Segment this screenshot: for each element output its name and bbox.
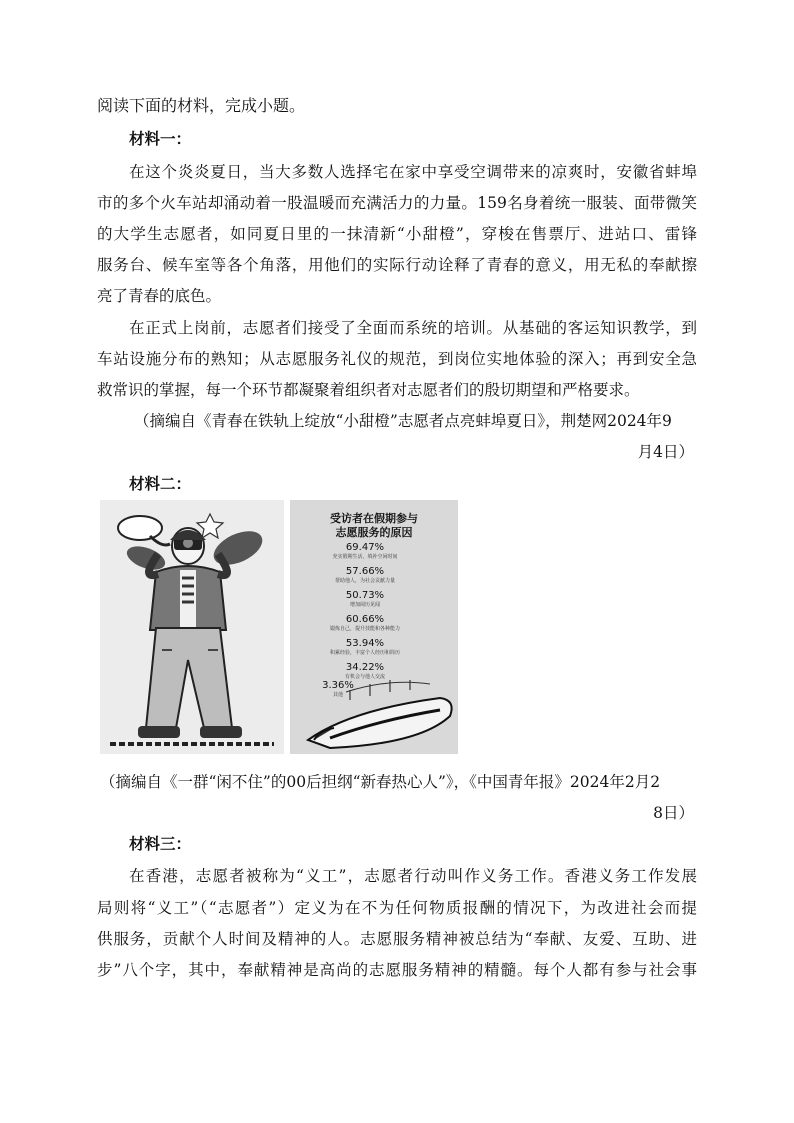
- m1-source-line-2: 月4日）: [637, 443, 694, 461]
- survey-stat-6-label: 有机会与他人交流: [344, 674, 385, 680]
- m1-p1-line-5: 亮了青春的底色。: [97, 287, 222, 305]
- survey-stat-3: [290, 590, 440, 609]
- survey-stat-7-label: 其他: [332, 692, 343, 698]
- m3-line-2: 局则将“义工”（“志愿者”）定义为在不为任何物质报酬的情况下，为改进社会而提: [97, 899, 697, 917]
- survey-stat-4-label: 锻炼自己，提升技能和各种能力: [329, 626, 400, 632]
- m1-p1-line-3: 的大学生志愿者，如同夏日里的一抹清新“小甜橙”，穿梭在售票厅、进站口、雷锋: [97, 225, 697, 243]
- m3-line-1: 在香港，志愿者被称为“义工”，志愿者行动叫作义务工作。香港义务工作发展: [129, 867, 697, 885]
- m3-line-3: 供服务，贡献个人时间及精神的人。志愿服务精神被总结为“奉献、友爱、互助、进: [97, 930, 697, 948]
- m1-source-line-1: （摘编自《青春在铁轨上绽放“小甜橙”志愿者点亮蚌埠夏日》，荆楚网2024年9: [134, 412, 672, 430]
- volunteer-illustration: [100, 500, 284, 754]
- survey-stat-3-label: 增加阅历见闻: [349, 602, 380, 608]
- survey-stat-1: [290, 542, 440, 561]
- m2-source-line-1: （摘编自《一群“闲不住”的00后担纲“新春热心人”》，《中国青年报》2024年2月2: [100, 773, 661, 791]
- m1-p1-line-4: 服务台、候车室等各个角落，用他们的实际行动诠释了青春的意义，用无私的奉献擦: [97, 256, 697, 274]
- material-1-heading: 材料一：: [129, 130, 192, 148]
- volunteer-figure-icon: [100, 500, 284, 754]
- m1-p2-line-1: 在正式上岗前，志愿者们接受了全面而系统的培训。从基础的客运知识教学，到: [129, 319, 697, 337]
- survey-stat-5-label: 积累经验，丰富个人经历和简历: [329, 650, 400, 656]
- survey-stat-4: [290, 614, 440, 633]
- survey-stat-1-label: 充实假期生活，填补空闲时间: [332, 554, 398, 560]
- material-3-heading: 材料三：: [129, 835, 192, 853]
- m1-p1-line-2: 市的多个火车站却涌动着一股温暖而充满活力的力量。159名身着统一服装、面带微笑: [97, 194, 697, 212]
- survey-stat-6-pct: 34.22%: [345, 662, 385, 673]
- intro-instruction: 阅读下面的材料，完成小题。: [97, 96, 306, 115]
- m1-p2-line-3: 救常识的掌握，每一个环节都凝聚着组织者对志愿者们的殷切期望和严格要求。: [97, 381, 640, 399]
- survey-stat-1-pct: 69.47%: [345, 542, 385, 553]
- material-2-figure: [100, 500, 458, 754]
- survey-stat-7-pct: 3.36%: [322, 680, 354, 691]
- survey-stat-5-pct: 53.94%: [345, 638, 385, 649]
- m3-line-4: 步”八个字，其中，奉献精神是高尚的志愿服务精神的精髓。每个人都有参与社会事: [97, 961, 697, 979]
- train-icon: [290, 670, 458, 754]
- survey-title-line-2: 志愿服务的原因: [335, 526, 413, 539]
- m1-p1-line-1: 在这个炎炎夏日，当大多数人选择宅在家中享受空调带来的凉爽时，安徽省蚌埠: [129, 163, 697, 181]
- survey-stat-5: [290, 638, 440, 657]
- survey-title-line-1: 受访者在假期参与: [330, 512, 418, 525]
- survey-stat-2-pct: 57.66%: [345, 566, 385, 577]
- survey-panel: [290, 500, 458, 754]
- material-2-heading: 材料二：: [129, 475, 192, 493]
- m1-p2-line-2: 车站设施分布的熟知；从志愿服务礼仪的规范，到岗位实地体验的深入；再到安全急: [97, 350, 697, 368]
- survey-stat-2-label: 帮助他人，为社会贡献力量: [334, 578, 395, 584]
- survey-stat-4-pct: 60.66%: [345, 614, 385, 625]
- survey-stat-3-pct: 50.73%: [345, 590, 385, 601]
- survey-panel-title: [290, 512, 458, 540]
- survey-stat-2: [290, 566, 440, 585]
- m2-source-line-2: 8日）: [653, 804, 694, 822]
